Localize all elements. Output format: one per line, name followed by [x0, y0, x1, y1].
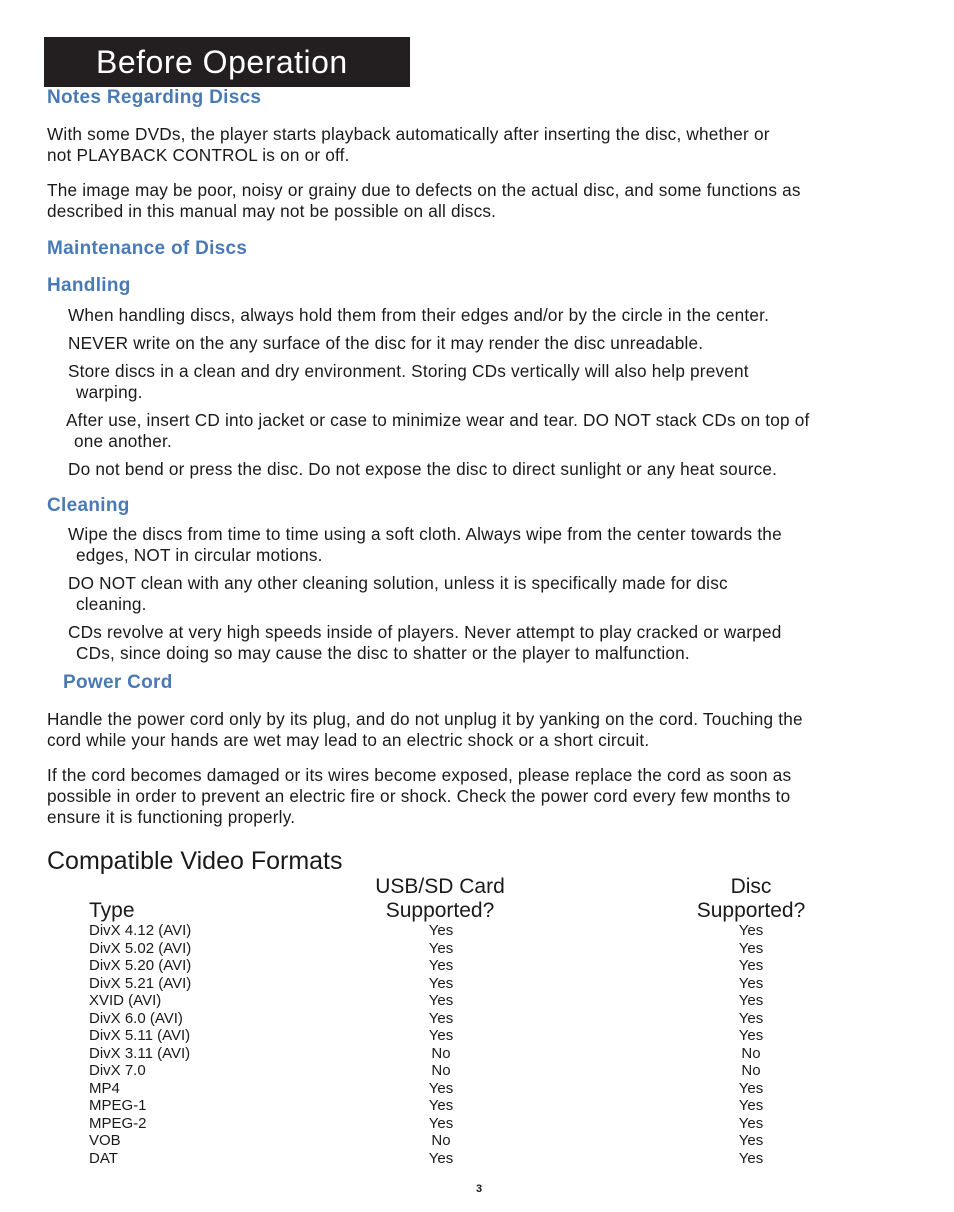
format-type-cell: DivX 7.0	[89, 1062, 146, 1079]
usb-support-cell: Yes	[428, 1009, 454, 1027]
cleaning-item-3: CDs revolve at very high speeds inside of players. Never attempt to play cracked or warped CDs, since doing so may cause the disc to shatter or the player to malfunction.	[68, 622, 782, 663]
handling-item-1: When handling discs, always hold them from their edges and/or by the circle in the center.	[68, 305, 770, 325]
disc-support-cell: No	[741, 1044, 761, 1062]
table-row	[0, 1097, 954, 1115]
table-row	[0, 922, 954, 940]
column-header-type: Type	[89, 899, 135, 922]
formats-title: Compatible Video Formats	[47, 847, 343, 875]
table-row	[0, 1080, 954, 1098]
power-paragraph-2: If the cord becomes damaged or its wires become exposed, please replace the cord as soon as possible in order to prevent an electric fire or shock. Check the power cord every few months to ensure it is functioning properly.	[47, 765, 792, 827]
handling-item-3: Store discs in a clean and dry environment. Storing CDs vertically will also help prevent warping.	[68, 361, 749, 402]
usb-support-cell: Yes	[428, 1097, 454, 1114]
heading-maintenance: Maintenance of Discs	[47, 238, 248, 259]
disc-support-cell: Yes	[738, 1114, 764, 1132]
format-type-cell: DivX 5.20 (AVI)	[89, 957, 192, 974]
disc-support-cell: Yes	[738, 974, 764, 992]
format-type-cell: MPEG-2	[89, 1114, 147, 1132]
usb-support-cell: No	[431, 1132, 451, 1149]
heading-notes: Notes Regarding Discs	[47, 87, 262, 108]
table-row	[0, 1132, 954, 1150]
disc-support-cell: Yes	[738, 1027, 764, 1044]
usb-support-cell: Yes	[428, 1149, 454, 1167]
table-row	[0, 1062, 954, 1080]
usb-support-cell: Yes	[428, 1027, 454, 1044]
handling-item-4: After use, insert CD into jacket or case to minimize wear and tear. DO NOT stack CDs on top of one another.	[66, 410, 810, 451]
cleaning-item-1: Wipe the discs from time to time using a soft cloth. Always wipe from the center towards the edges, NOT in circular motions.	[68, 524, 782, 565]
column-header-usb: USB/SD Card Supported?	[375, 875, 505, 922]
formats-table	[0, 922, 954, 1167]
disc-support-cell: Yes	[738, 1009, 764, 1027]
table-row	[0, 957, 954, 975]
handling-item-2: NEVER write on the any surface of the disc for it may render the disc unreadable.	[68, 333, 704, 353]
usb-support-cell: Yes	[428, 992, 454, 1009]
heading-cleaning: Cleaning	[47, 495, 130, 516]
format-type-cell: DAT	[89, 1149, 118, 1167]
heading-power-cord: Power Cord	[63, 672, 173, 693]
disc-support-cell: Yes	[738, 1097, 764, 1114]
table-row	[0, 1150, 954, 1168]
header-banner	[44, 37, 410, 87]
page-title: Before Operation	[96, 44, 348, 80]
table-row	[0, 1115, 954, 1133]
notes-paragraph-2: The image may be poor, noisy or grainy due to defects on the actual disc, and some functions as described in this manual may not be possible on all discs.	[47, 180, 801, 221]
format-type-cell: DivX 5.02 (AVI)	[89, 939, 192, 957]
disc-support-cell: Yes	[738, 1079, 764, 1097]
table-row	[0, 1010, 954, 1028]
disc-support-cell: Yes	[738, 1149, 764, 1167]
usb-support-cell: Yes	[428, 1114, 454, 1132]
usb-support-cell: Yes	[428, 939, 454, 957]
usb-support-cell: Yes	[428, 922, 454, 939]
format-type-cell: DivX 3.11 (AVI)	[89, 1044, 191, 1062]
format-type-cell: DivX 6.0 (AVI)	[89, 1009, 183, 1027]
format-type-cell: XVID (AVI)	[89, 992, 162, 1009]
handling-item-5: Do not bend or press the disc. Do not expose the disc to direct sunlight or any heat source.	[68, 459, 778, 479]
format-type-cell: DivX 5.21 (AVI)	[89, 974, 192, 992]
usb-support-cell: No	[431, 1044, 451, 1062]
table-row	[0, 975, 954, 993]
format-type-cell: DivX 5.11 (AVI)	[89, 1027, 191, 1044]
heading-handling: Handling	[47, 275, 131, 296]
column-header-disc: Disc Supported?	[696, 875, 806, 922]
table-row	[0, 1027, 954, 1045]
disc-support-cell: Yes	[738, 957, 764, 974]
usb-support-cell: Yes	[428, 974, 454, 992]
usb-support-cell: No	[431, 1062, 451, 1079]
disc-support-cell: Yes	[738, 922, 764, 939]
usb-support-cell: Yes	[428, 1079, 454, 1097]
table-row	[0, 992, 954, 1010]
power-paragraph-1: Handle the power cord only by its plug, and do not unplug it by yanking on the cord. Touching the cord while your hands are wet may lead to an electric shock or a short circuit.	[47, 709, 803, 750]
format-type-cell: MP4	[89, 1079, 120, 1097]
table-row	[0, 940, 954, 958]
format-type-cell: DivX 4.12 (AVI)	[89, 922, 192, 939]
usb-support-cell: Yes	[428, 957, 454, 974]
disc-support-cell: No	[741, 1062, 761, 1079]
page-number: 3	[475, 1183, 483, 1195]
notes-paragraph-1: With some DVDs, the player starts playback automatically after inserting the disc, whether or not PLAYBACK CONTROL is on or off.	[47, 124, 770, 165]
disc-support-cell: Yes	[738, 992, 764, 1009]
disc-support-cell: Yes	[738, 1132, 764, 1149]
table-row	[0, 1045, 954, 1063]
disc-support-cell: Yes	[738, 939, 764, 957]
format-type-cell: VOB	[89, 1132, 121, 1149]
cleaning-item-2: DO NOT clean with any other cleaning solution, unless it is specifically made for disc cleaning.	[68, 573, 728, 614]
format-type-cell: MPEG-1	[89, 1097, 147, 1114]
